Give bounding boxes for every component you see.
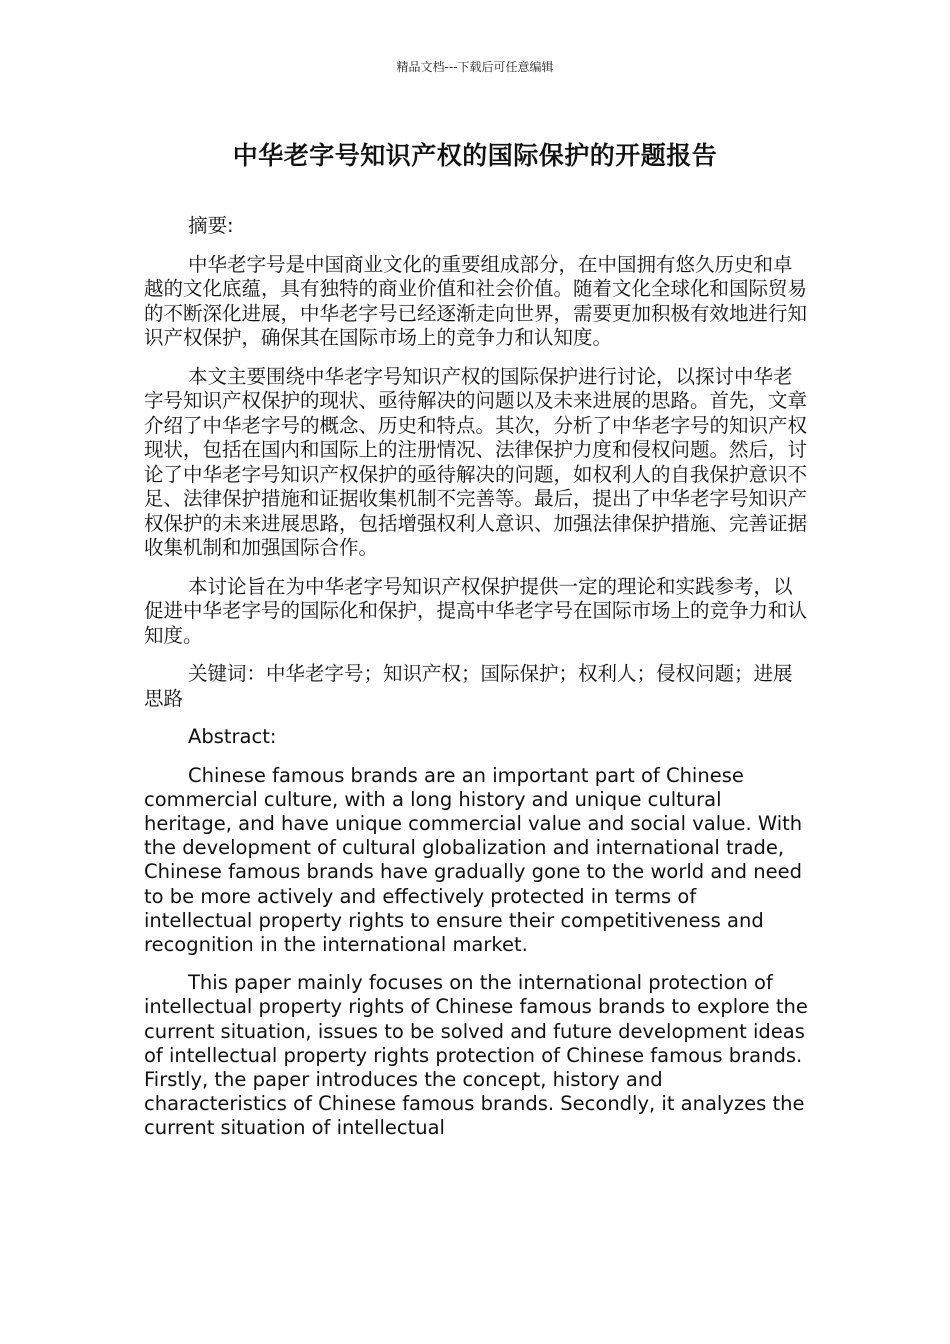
keywords-cn: 关键词：中华老字号；知识产权；国际保护；权利人；侵权问题；进展思路 xyxy=(144,662,793,710)
abstract-cn-paragraph-3: 本讨论旨在为中华老字号知识产权保护提供一定的理论和实践参考，以促进中华老字号的国际化和保护，提高中华老字号在国际市场上的竞争力和认知度。 xyxy=(144,574,808,647)
abstract-en-paragraph-2: This paper mainly focuses on the international protection of intellectual property rights of Chinese famous brands to explore the current situation, issues to be solved and future development ideas of intellectual property rights protection of Chinese famous brands. Firstly, the paper introduces the concept, history and characteristics of Chinese famous brands. Secondly, it analyzes the current situation of intellectual xyxy=(144,971,808,1140)
abstract-en-paragraph-1: Chinese famous brands are an important part of Chinese commercial culture, with a long history and unique cultural heritage, and have unique commercial value and social value. With the development of cultural globalization and international trade, Chinese famous brands have gradually gone to the world and need to be more actively and effectively protected in terms of intellectual property rights to ensure their competitiveness and recognition in the international market. xyxy=(144,763,803,956)
abstract-en-label: Abstract: xyxy=(188,725,277,748)
document-title: 中华老字号知识产权的国际保护的开题报告 xyxy=(232,141,718,170)
document-body xyxy=(144,214,808,1155)
header-note: 精品文档---下载后可任意编辑 xyxy=(396,60,554,74)
abstract-cn-label: 摘要: xyxy=(188,214,234,237)
abstract-cn-paragraph-2: 本文主要围绕中华老字号知识产权的国际保护进行讨论，以探讨中华老字号知识产权保护的现状、亟待解决的问题以及未来进展的思路。首先，文章介绍了中华老字号的概念、历史和特点。其次，分析了中华老字号的知识产权现状，包括在国内和国际上的注册情况、法律保护力度和侵权问题。然后，讨论了中华老字号知识产权保护的亟待解决的问题，如权利人的自我保护意识不足、法律保护措施和证据收集机制不完善等。最后，提出了中华老字号知识产权保护的未来进展思路，包括增强权利人意识、加强法律保护措施、完善证据收集机制和加强国际合作。 xyxy=(144,364,808,559)
abstract-cn-paragraph-1: 中华老字号是中国商业文化的重要组成部分，在中国拥有悠久历史和卓越的文化底蕴，具有独特的商业价值和社会价值。随着文化全球化和国际贸易的不断深化进展，中华老字号已经逐渐走向世界，需要更加积极有效地进行知识产权保护，确保其在国际市场上的竞争力和认知度。 xyxy=(144,252,808,349)
